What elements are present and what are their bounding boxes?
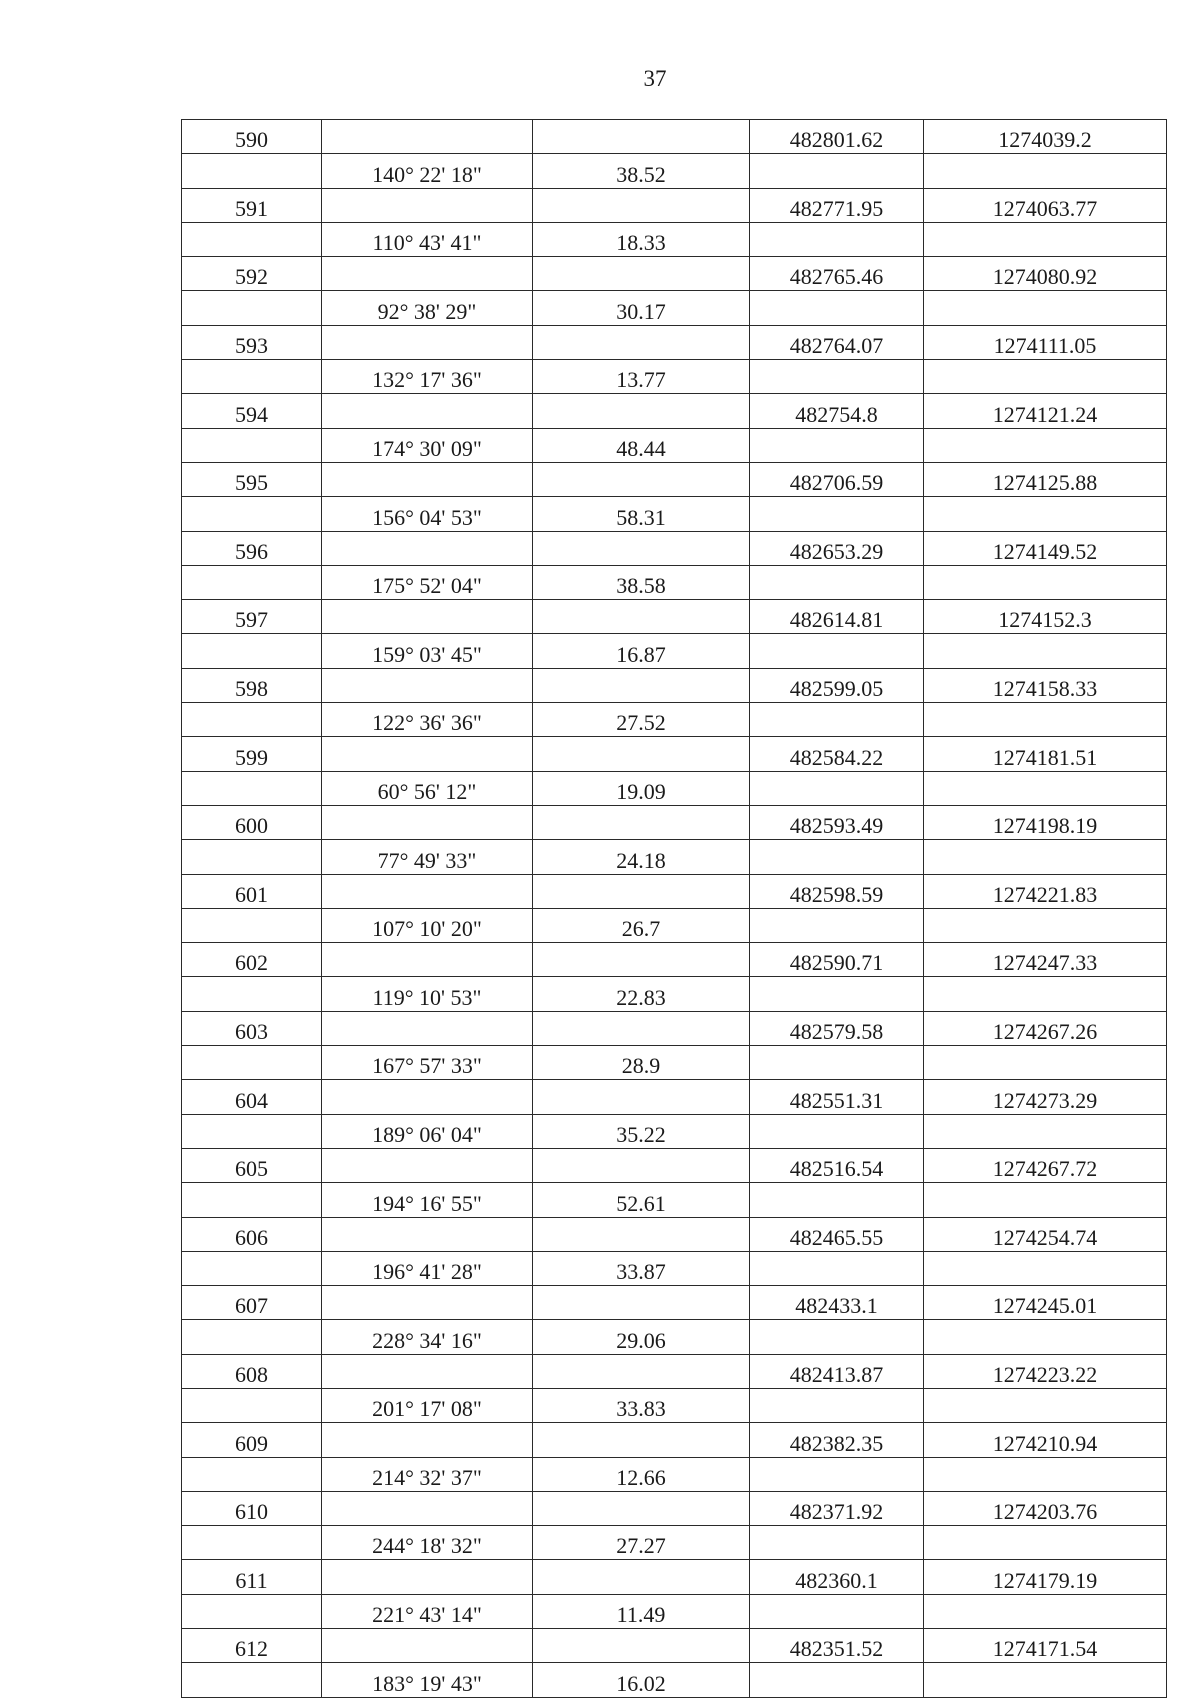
angle-cell: 132° 17' 36": [322, 360, 533, 394]
x-coordinate-cell: 482465.55: [750, 1217, 924, 1251]
distance-cell: [533, 1217, 750, 1251]
y-coordinate-cell: [924, 977, 1167, 1011]
x-coordinate-cell: [750, 1526, 924, 1560]
point-cell: [182, 771, 322, 805]
y-coordinate-cell: [924, 497, 1167, 531]
distance-cell: 30.17: [533, 291, 750, 325]
y-coordinate-cell: 1274158.33: [924, 668, 1167, 702]
y-coordinate-cell: [924, 908, 1167, 942]
x-coordinate-cell: 482382.35: [750, 1423, 924, 1457]
point-cell: 601: [182, 874, 322, 908]
distance-cell: [533, 1354, 750, 1388]
x-coordinate-cell: 482754.8: [750, 394, 924, 428]
distance-cell: 33.87: [533, 1251, 750, 1285]
distance-cell: [533, 120, 750, 154]
point-row: [182, 1560, 1167, 1594]
point-cell: 609: [182, 1423, 322, 1457]
angle-cell: [322, 1629, 533, 1663]
segment-row: [182, 840, 1167, 874]
x-coordinate-cell: 482433.1: [750, 1286, 924, 1320]
point-cell: 600: [182, 805, 322, 839]
angle-cell: [322, 1217, 533, 1251]
distance-cell: [533, 874, 750, 908]
distance-cell: [533, 394, 750, 428]
y-coordinate-cell: 1274267.72: [924, 1148, 1167, 1182]
x-coordinate-cell: [750, 428, 924, 462]
x-coordinate-cell: 482706.59: [750, 462, 924, 496]
x-coordinate-cell: [750, 291, 924, 325]
x-coordinate-cell: [750, 1663, 924, 1697]
x-coordinate-cell: [750, 1114, 924, 1148]
point-row: [182, 1354, 1167, 1388]
distance-cell: 38.52: [533, 154, 750, 188]
point-cell: 607: [182, 1286, 322, 1320]
point-cell: 596: [182, 531, 322, 565]
x-coordinate-cell: [750, 360, 924, 394]
segment-row: [182, 497, 1167, 531]
distance-cell: 48.44: [533, 428, 750, 462]
y-coordinate-cell: [924, 1251, 1167, 1285]
angle-cell: 194° 16' 55": [322, 1183, 533, 1217]
distance-cell: 16.87: [533, 634, 750, 668]
angle-cell: [322, 1080, 533, 1114]
distance-cell: 58.31: [533, 497, 750, 531]
y-coordinate-cell: 1274152.3: [924, 600, 1167, 634]
angle-cell: 189° 06' 04": [322, 1114, 533, 1148]
angle-cell: 92° 38' 29": [322, 291, 533, 325]
x-coordinate-cell: [750, 1251, 924, 1285]
y-coordinate-cell: 1274210.94: [924, 1423, 1167, 1457]
point-cell: 611: [182, 1560, 322, 1594]
angle-cell: 183° 19' 43": [322, 1663, 533, 1697]
point-cell: [182, 1526, 322, 1560]
angle-cell: 159° 03' 45": [322, 634, 533, 668]
y-coordinate-cell: [924, 565, 1167, 599]
distance-cell: 52.61: [533, 1183, 750, 1217]
angle-cell: [322, 1354, 533, 1388]
distance-cell: [533, 1560, 750, 1594]
distance-cell: 12.66: [533, 1457, 750, 1491]
point-cell: [182, 291, 322, 325]
x-coordinate-cell: [750, 154, 924, 188]
x-coordinate-cell: 482351.52: [750, 1629, 924, 1663]
point-cell: [182, 703, 322, 737]
point-cell: 592: [182, 257, 322, 291]
x-coordinate-cell: [750, 497, 924, 531]
point-row: [182, 943, 1167, 977]
point-cell: [182, 428, 322, 462]
point-row: [182, 1286, 1167, 1320]
point-cell: [182, 360, 322, 394]
x-coordinate-cell: [750, 1320, 924, 1354]
segment-row: [182, 1251, 1167, 1285]
point-cell: [182, 1046, 322, 1080]
distance-cell: [533, 668, 750, 702]
x-coordinate-cell: [750, 840, 924, 874]
distance-cell: [533, 1491, 750, 1525]
y-coordinate-cell: [924, 1663, 1167, 1697]
point-cell: [182, 565, 322, 599]
distance-cell: [533, 531, 750, 565]
angle-cell: [322, 805, 533, 839]
x-coordinate-cell: [750, 1183, 924, 1217]
x-coordinate-cell: [750, 1457, 924, 1491]
distance-cell: [533, 1629, 750, 1663]
point-row: [182, 120, 1167, 154]
point-row: [182, 1423, 1167, 1457]
segment-row: [182, 565, 1167, 599]
angle-cell: 228° 34' 16": [322, 1320, 533, 1354]
y-coordinate-cell: [924, 1594, 1167, 1628]
y-coordinate-cell: [924, 634, 1167, 668]
point-row: [182, 600, 1167, 634]
point-row: [182, 1217, 1167, 1251]
x-coordinate-cell: 482516.54: [750, 1148, 924, 1182]
x-coordinate-cell: 482599.05: [750, 668, 924, 702]
y-coordinate-cell: 1274245.01: [924, 1286, 1167, 1320]
y-coordinate-cell: 1274111.05: [924, 325, 1167, 359]
point-cell: 603: [182, 1011, 322, 1045]
y-coordinate-cell: [924, 771, 1167, 805]
angle-cell: 244° 18' 32": [322, 1526, 533, 1560]
point-cell: [182, 977, 322, 1011]
distance-cell: [533, 1080, 750, 1114]
angle-cell: 110° 43' 41": [322, 222, 533, 256]
x-coordinate-cell: [750, 908, 924, 942]
point-cell: 594: [182, 394, 322, 428]
y-coordinate-cell: [924, 428, 1167, 462]
segment-row: [182, 360, 1167, 394]
x-coordinate-cell: 482801.62: [750, 120, 924, 154]
y-coordinate-cell: [924, 1183, 1167, 1217]
distance-cell: 19.09: [533, 771, 750, 805]
y-coordinate-cell: 1274171.54: [924, 1629, 1167, 1663]
distance-cell: 13.77: [533, 360, 750, 394]
point-cell: 595: [182, 462, 322, 496]
y-coordinate-cell: 1274125.88: [924, 462, 1167, 496]
angle-cell: 119° 10' 53": [322, 977, 533, 1011]
x-coordinate-cell: [750, 634, 924, 668]
point-row: [182, 1080, 1167, 1114]
angle-cell: [322, 874, 533, 908]
point-cell: [182, 1114, 322, 1148]
distance-cell: [533, 1148, 750, 1182]
segment-row: [182, 1663, 1167, 1697]
point-row: [182, 257, 1167, 291]
y-coordinate-cell: [924, 154, 1167, 188]
distance-cell: 24.18: [533, 840, 750, 874]
angle-cell: 60° 56' 12": [322, 771, 533, 805]
distance-cell: [533, 325, 750, 359]
angle-cell: 77° 49' 33": [322, 840, 533, 874]
angle-cell: 174° 30' 09": [322, 428, 533, 462]
distance-cell: 38.58: [533, 565, 750, 599]
point-cell: [182, 154, 322, 188]
y-coordinate-cell: 1274063.77: [924, 188, 1167, 222]
point-row: [182, 325, 1167, 359]
coordinates-table-body: [182, 120, 1167, 1698]
point-cell: 598: [182, 668, 322, 702]
x-coordinate-cell: [750, 222, 924, 256]
angle-cell: [322, 943, 533, 977]
y-coordinate-cell: 1274039.2: [924, 120, 1167, 154]
point-cell: [182, 1594, 322, 1628]
point-cell: 591: [182, 188, 322, 222]
distance-cell: [533, 1286, 750, 1320]
segment-row: [182, 154, 1167, 188]
x-coordinate-cell: [750, 703, 924, 737]
angle-cell: [322, 737, 533, 771]
y-coordinate-cell: 1274080.92: [924, 257, 1167, 291]
point-cell: 597: [182, 600, 322, 634]
distance-cell: [533, 1011, 750, 1045]
distance-cell: 26.7: [533, 908, 750, 942]
y-coordinate-cell: [924, 360, 1167, 394]
segment-row: [182, 428, 1167, 462]
segment-row: [182, 222, 1167, 256]
angle-cell: [322, 1423, 533, 1457]
x-coordinate-cell: 482593.49: [750, 805, 924, 839]
point-cell: 590: [182, 120, 322, 154]
x-coordinate-cell: 482764.07: [750, 325, 924, 359]
distance-cell: [533, 462, 750, 496]
segment-row: [182, 1594, 1167, 1628]
y-coordinate-cell: 1274267.26: [924, 1011, 1167, 1045]
angle-cell: [322, 1491, 533, 1525]
coordinates-table: [181, 119, 1167, 1698]
x-coordinate-cell: [750, 1388, 924, 1422]
segment-row: [182, 1046, 1167, 1080]
angle-cell: [322, 1286, 533, 1320]
x-coordinate-cell: [750, 565, 924, 599]
distance-cell: [533, 805, 750, 839]
point-cell: 605: [182, 1148, 322, 1182]
point-cell: 612: [182, 1629, 322, 1663]
point-row: [182, 394, 1167, 428]
angle-cell: 156° 04' 53": [322, 497, 533, 531]
y-coordinate-cell: 1274181.51: [924, 737, 1167, 771]
point-cell: [182, 908, 322, 942]
x-coordinate-cell: 482551.31: [750, 1080, 924, 1114]
x-coordinate-cell: 482371.92: [750, 1491, 924, 1525]
angle-cell: [322, 394, 533, 428]
distance-cell: 27.52: [533, 703, 750, 737]
y-coordinate-cell: [924, 1526, 1167, 1560]
y-coordinate-cell: 1274149.52: [924, 531, 1167, 565]
y-coordinate-cell: 1274254.74: [924, 1217, 1167, 1251]
angle-cell: 214° 32' 37": [322, 1457, 533, 1491]
y-coordinate-cell: 1274203.76: [924, 1491, 1167, 1525]
page-number: 37: [643, 66, 667, 91]
point-cell: [182, 840, 322, 874]
point-cell: 606: [182, 1217, 322, 1251]
point-cell: 608: [182, 1354, 322, 1388]
distance-cell: [533, 188, 750, 222]
point-cell: [182, 1388, 322, 1422]
point-row: [182, 1629, 1167, 1663]
distance-cell: [533, 257, 750, 291]
distance-cell: 22.83: [533, 977, 750, 1011]
point-cell: [182, 1251, 322, 1285]
point-cell: [182, 1183, 322, 1217]
point-cell: 602: [182, 943, 322, 977]
angle-cell: 167° 57' 33": [322, 1046, 533, 1080]
x-coordinate-cell: 482590.71: [750, 943, 924, 977]
distance-cell: [533, 600, 750, 634]
y-coordinate-cell: 1274223.22: [924, 1354, 1167, 1388]
x-coordinate-cell: 482579.58: [750, 1011, 924, 1045]
segment-row: [182, 977, 1167, 1011]
angle-cell: 196° 41' 28": [322, 1251, 533, 1285]
point-row: [182, 1011, 1167, 1045]
segment-row: [182, 1388, 1167, 1422]
point-row: [182, 531, 1167, 565]
angle-cell: 140° 22' 18": [322, 154, 533, 188]
y-coordinate-cell: 1274273.29: [924, 1080, 1167, 1114]
distance-cell: 28.9: [533, 1046, 750, 1080]
segment-row: [182, 1320, 1167, 1354]
y-coordinate-cell: 1274121.24: [924, 394, 1167, 428]
y-coordinate-cell: [924, 1457, 1167, 1491]
angle-cell: [322, 325, 533, 359]
angle-cell: [322, 188, 533, 222]
x-coordinate-cell: 482614.81: [750, 600, 924, 634]
distance-cell: [533, 1423, 750, 1457]
segment-row: [182, 634, 1167, 668]
y-coordinate-cell: [924, 1388, 1167, 1422]
distance-cell: 29.06: [533, 1320, 750, 1354]
y-coordinate-cell: 1274221.83: [924, 874, 1167, 908]
distance-cell: [533, 943, 750, 977]
x-coordinate-cell: 482360.1: [750, 1560, 924, 1594]
segment-row: [182, 1526, 1167, 1560]
angle-cell: [322, 257, 533, 291]
angle-cell: 175° 52' 04": [322, 565, 533, 599]
point-row: [182, 737, 1167, 771]
angle-cell: 107° 10' 20": [322, 908, 533, 942]
angle-cell: [322, 1011, 533, 1045]
x-coordinate-cell: [750, 1594, 924, 1628]
point-cell: 604: [182, 1080, 322, 1114]
point-cell: [182, 1320, 322, 1354]
distance-cell: [533, 737, 750, 771]
x-coordinate-cell: 482765.46: [750, 257, 924, 291]
segment-row: [182, 1114, 1167, 1148]
distance-cell: 27.27: [533, 1526, 750, 1560]
y-coordinate-cell: 1274179.19: [924, 1560, 1167, 1594]
angle-cell: [322, 120, 533, 154]
x-coordinate-cell: [750, 771, 924, 805]
point-cell: [182, 634, 322, 668]
angle-cell: [322, 1148, 533, 1182]
angle-cell: 201° 17' 08": [322, 1388, 533, 1422]
point-cell: 593: [182, 325, 322, 359]
segment-row: [182, 291, 1167, 325]
angle-cell: [322, 1560, 533, 1594]
segment-row: [182, 703, 1167, 737]
distance-cell: 11.49: [533, 1594, 750, 1628]
point-row: [182, 1491, 1167, 1525]
y-coordinate-cell: [924, 840, 1167, 874]
point-row: [182, 805, 1167, 839]
x-coordinate-cell: [750, 1046, 924, 1080]
point-row: [182, 1148, 1167, 1182]
segment-row: [182, 1183, 1167, 1217]
x-coordinate-cell: 482771.95: [750, 188, 924, 222]
x-coordinate-cell: [750, 977, 924, 1011]
x-coordinate-cell: 482653.29: [750, 531, 924, 565]
x-coordinate-cell: 482598.59: [750, 874, 924, 908]
x-coordinate-cell: 482413.87: [750, 1354, 924, 1388]
point-cell: [182, 1663, 322, 1697]
angle-cell: [322, 531, 533, 565]
point-cell: [182, 497, 322, 531]
angle-cell: 122° 36' 36": [322, 703, 533, 737]
point-row: [182, 668, 1167, 702]
angle-cell: 221° 43' 14": [322, 1594, 533, 1628]
angle-cell: [322, 600, 533, 634]
segment-row: [182, 908, 1167, 942]
point-cell: 599: [182, 737, 322, 771]
distance-cell: 16.02: [533, 1663, 750, 1697]
y-coordinate-cell: [924, 1046, 1167, 1080]
point-row: [182, 188, 1167, 222]
segment-row: [182, 1457, 1167, 1491]
y-coordinate-cell: [924, 703, 1167, 737]
y-coordinate-cell: 1274198.19: [924, 805, 1167, 839]
segment-row: [182, 771, 1167, 805]
angle-cell: [322, 668, 533, 702]
distance-cell: 33.83: [533, 1388, 750, 1422]
distance-cell: 18.33: [533, 222, 750, 256]
point-cell: 610: [182, 1491, 322, 1525]
x-coordinate-cell: 482584.22: [750, 737, 924, 771]
y-coordinate-cell: [924, 1320, 1167, 1354]
y-coordinate-cell: [924, 1114, 1167, 1148]
angle-cell: [322, 462, 533, 496]
distance-cell: 35.22: [533, 1114, 750, 1148]
point-cell: [182, 222, 322, 256]
point-row: [182, 874, 1167, 908]
y-coordinate-cell: [924, 222, 1167, 256]
point-row: [182, 462, 1167, 496]
y-coordinate-cell: [924, 291, 1167, 325]
y-coordinate-cell: 1274247.33: [924, 943, 1167, 977]
point-cell: [182, 1457, 322, 1491]
